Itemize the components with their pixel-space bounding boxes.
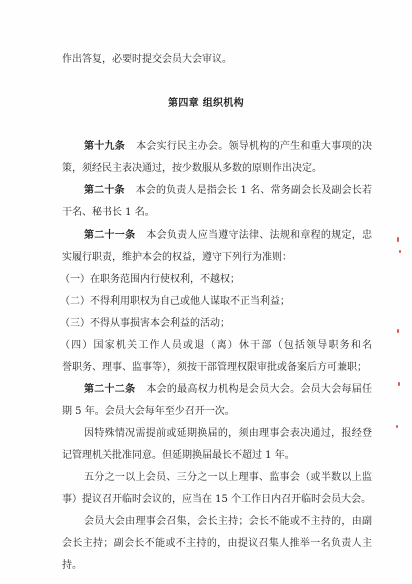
intro-line: 作出答复，必要时提交会员大会审议。 [62,54,232,65]
chapter-title: 第四章 组织机构 [168,98,244,109]
scan-mark [397,237,399,242]
paragraph-1-line-2: 记管理机关批准同意。但延期换届最长不超过 1 年。 [62,450,295,461]
scan-mark [397,329,399,333]
article-19-line-2: 策，须经民主表决通过，按少数服从多数的原则作出决定。 [62,163,322,174]
article-number: 第十九条 [84,141,126,152]
article-number: 第二十条 [84,185,125,196]
article-20-line-1 [84,184,372,198]
paragraph-3-line-1: 会员大会由理事会召集，会长主持；会长不能或不主持的，由副 [84,516,372,527]
list-item-3: （三）不得从事损害本会利益的活动； [60,318,230,329]
article-22-line-2: 期 5 年。会员大会每年至少召开一次。 [62,406,235,417]
article-21-line-1 [84,229,372,243]
list-item-1: （一）在职务范围内行使权利，不越权； [60,274,240,285]
list-item-4-line-2: 誉职务、理事、监事等），须按干部管理权限审批或备案后方可兼职； [62,362,367,373]
article-21-line-2: 实履行职责，维护本会的权益，遵守下列行为准则： [62,252,292,263]
article-19-line-1 [84,140,372,154]
scan-mark [398,382,400,386]
article-text: 本会的最高权力机构是会员大会。会员大会每届任 [146,384,373,395]
paragraph-1-line-1: 因特殊情况需提前或延期换届的，须由理事会表决通过，报经登 [84,428,372,439]
list-item-2: （二）不得利用职权为自己或他人谋取不正当利益； [60,296,290,307]
paragraph-3-line-2: 会长主持；副会长不能或不主持的，由提议召集人推举一名负责人主 [62,538,372,549]
article-20-line-2: 干名、秘书长 1 名。 [62,207,155,218]
scan-mark [396,425,398,428]
list-item-4-line-1: （四）国家机关工作人员或退（离）休干部（包括领导职务和名 [60,340,372,351]
paragraph-3-line-3: 持。 [62,560,82,571]
paragraph-2-line-1: 五分之一以上会员、三分之一以上理事、监事会（或半数以上监 [84,472,372,483]
article-number: 第二十一条 [84,230,136,241]
article-number: 第二十二条 [84,384,136,395]
paragraph-2-line-2: 事）提议召开临时会议的，应当在 15 个工作日内召开临时会员大会。 [62,494,372,505]
article-text: 本会负责人应当遵守法律、法规和章程的规定，忠 [146,230,373,241]
article-text: 本会的负责人是指会长 1 名、常务副会长及副会长若 [135,185,372,196]
article-22-line-1 [84,383,372,397]
scan-mark [399,250,401,253]
article-text: 本会实行民主办会。领导机构的产生和重大事项的决 [136,141,373,152]
